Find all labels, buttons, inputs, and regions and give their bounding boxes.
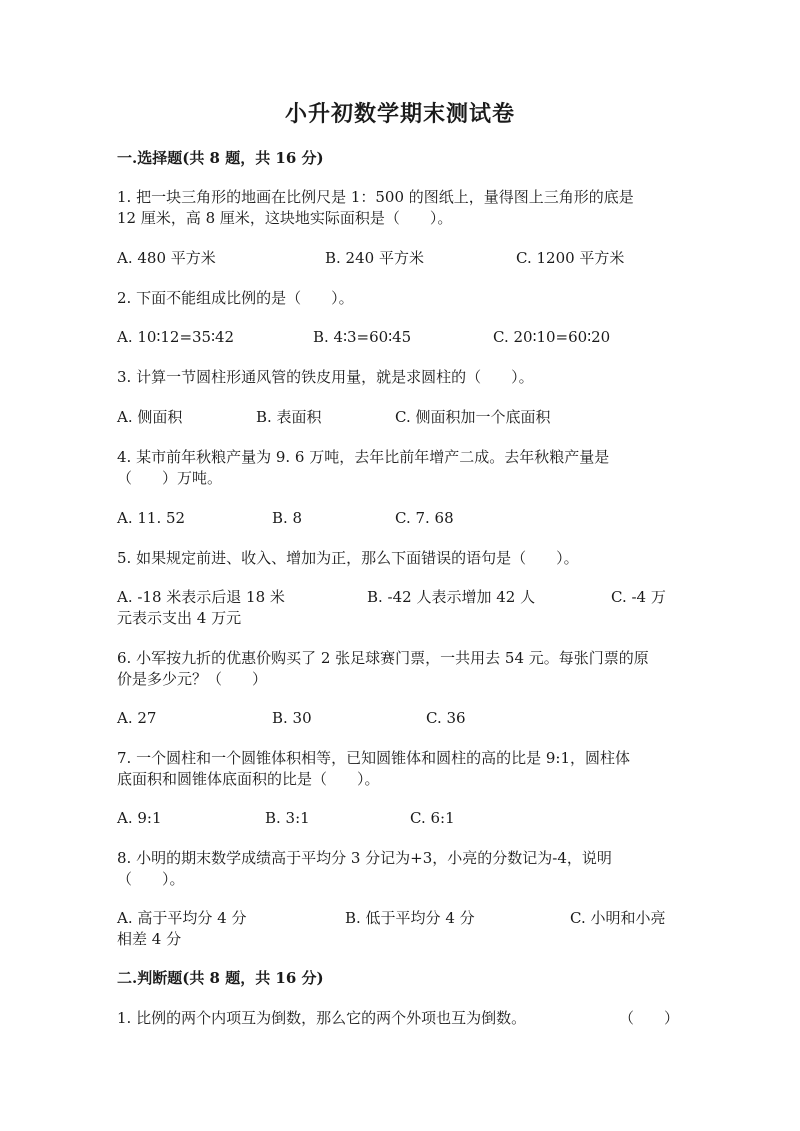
question-3-line-1: 3. 计算一节圆柱形通风管的铁皮用量，就是求圆柱的（ ）。: [117, 368, 534, 386]
page-title: 小升初数学期末测试卷: [284, 101, 515, 127]
question-6-line-1: 6. 小军按九折的优惠价购买了 2 张足球赛门票，一共用去 54 元。每张门票的原: [117, 649, 649, 667]
question-2-line-1: 2. 下面不能组成比例的是（ ）。: [117, 289, 354, 307]
question-5-line-1: 5. 如果规定前进、收入、增加为正，那么下面错误的语句是（ ）。: [117, 549, 579, 567]
question-6-option-b[interactable]: B. 30: [272, 709, 312, 727]
question-5-option-c-continued: 元表示支出 4 万元: [117, 609, 242, 627]
question-7-option-b[interactable]: B. 3:1: [265, 809, 310, 827]
question-6-option-c[interactable]: C. 36: [426, 709, 466, 727]
question-8-line-1: 8. 小明的期末数学成绩高于平均分 3 分记为+3，小亮的分数记为-4，说明: [117, 849, 612, 867]
question-4-option-c[interactable]: C. 7. 68: [395, 509, 454, 527]
question-8-option-c-continued: 相差 4 分: [117, 930, 182, 948]
question-7-option-c[interactable]: C. 6:1: [410, 809, 455, 827]
question-5-option-c[interactable]: C. -4 万: [611, 588, 666, 606]
question-8-option-a[interactable]: A. 高于平均分 4 分: [117, 909, 247, 927]
question-2-option-c[interactable]: C. 20∶10=60∶20: [493, 328, 611, 346]
judge-1-text: 1. 比例的两个内项互为倒数，那么它的两个外项也互为倒数。: [117, 1009, 527, 1027]
question-4-option-a[interactable]: A. 11. 52: [117, 509, 186, 527]
question-5-option-a[interactable]: A. -18 米表示后退 18 米: [117, 588, 285, 606]
question-7-line-1: 7. 一个圆柱和一个圆锥体积相等，已知圆锥体和圆柱的高的比是 9:1，圆柱体: [117, 749, 630, 767]
question-2-option-b[interactable]: B. 4∶3=60∶45: [313, 328, 412, 346]
question-1-option-a[interactable]: A. 480 平方米: [117, 249, 216, 267]
section-heading-judge: 二.判断题(共 8 题，共 16 分): [117, 969, 324, 987]
question-6-option-a[interactable]: A. 27: [117, 709, 157, 727]
section-heading-choice: 一.选择题(共 8 题，共 16 分): [117, 149, 324, 167]
question-2-option-a[interactable]: A. 10∶12=35∶42: [117, 328, 235, 346]
question-8-line-2: （ ）。: [117, 870, 185, 888]
judge-1-answer-bracket[interactable]: （ ）: [619, 1009, 680, 1027]
question-1-line-2: 12 厘米，高 8 厘米，这块地实际面积是（ ）。: [117, 209, 453, 227]
question-6-line-2: 价是多少元？（ ）: [117, 670, 268, 688]
question-8-option-c[interactable]: C. 小明和小亮: [570, 909, 666, 927]
question-8-option-b[interactable]: B. 低于平均分 4 分: [345, 909, 475, 927]
question-4-option-b[interactable]: B. 8: [272, 509, 303, 527]
question-4-line-2: （ ）万吨。: [117, 469, 223, 487]
question-4-line-1: 4. 某市前年秋粮产量为 9. 6 万吨，去年比前年增产二成。去年秋粮产量是: [117, 448, 610, 466]
question-7-line-2: 底面积和圆锥体底面积的比是（ ）。: [117, 770, 380, 788]
question-5-option-b[interactable]: B. -42 人表示增加 42 人: [367, 588, 536, 606]
question-1-line-1: 1. 把一块三角形的地画在比例尺是 1：500 的图纸上，量得图上三角形的底是: [117, 188, 634, 206]
question-3-option-c[interactable]: C. 侧面积加一个底面积: [395, 408, 551, 426]
question-7-option-a[interactable]: A. 9:1: [117, 809, 162, 827]
question-3-option-a[interactable]: A. 侧面积: [117, 408, 183, 426]
question-3-option-b[interactable]: B. 表面积: [256, 408, 322, 426]
question-1-option-c[interactable]: C. 1200 平方米: [516, 249, 625, 267]
question-1-option-b[interactable]: B. 240 平方米: [325, 249, 424, 267]
